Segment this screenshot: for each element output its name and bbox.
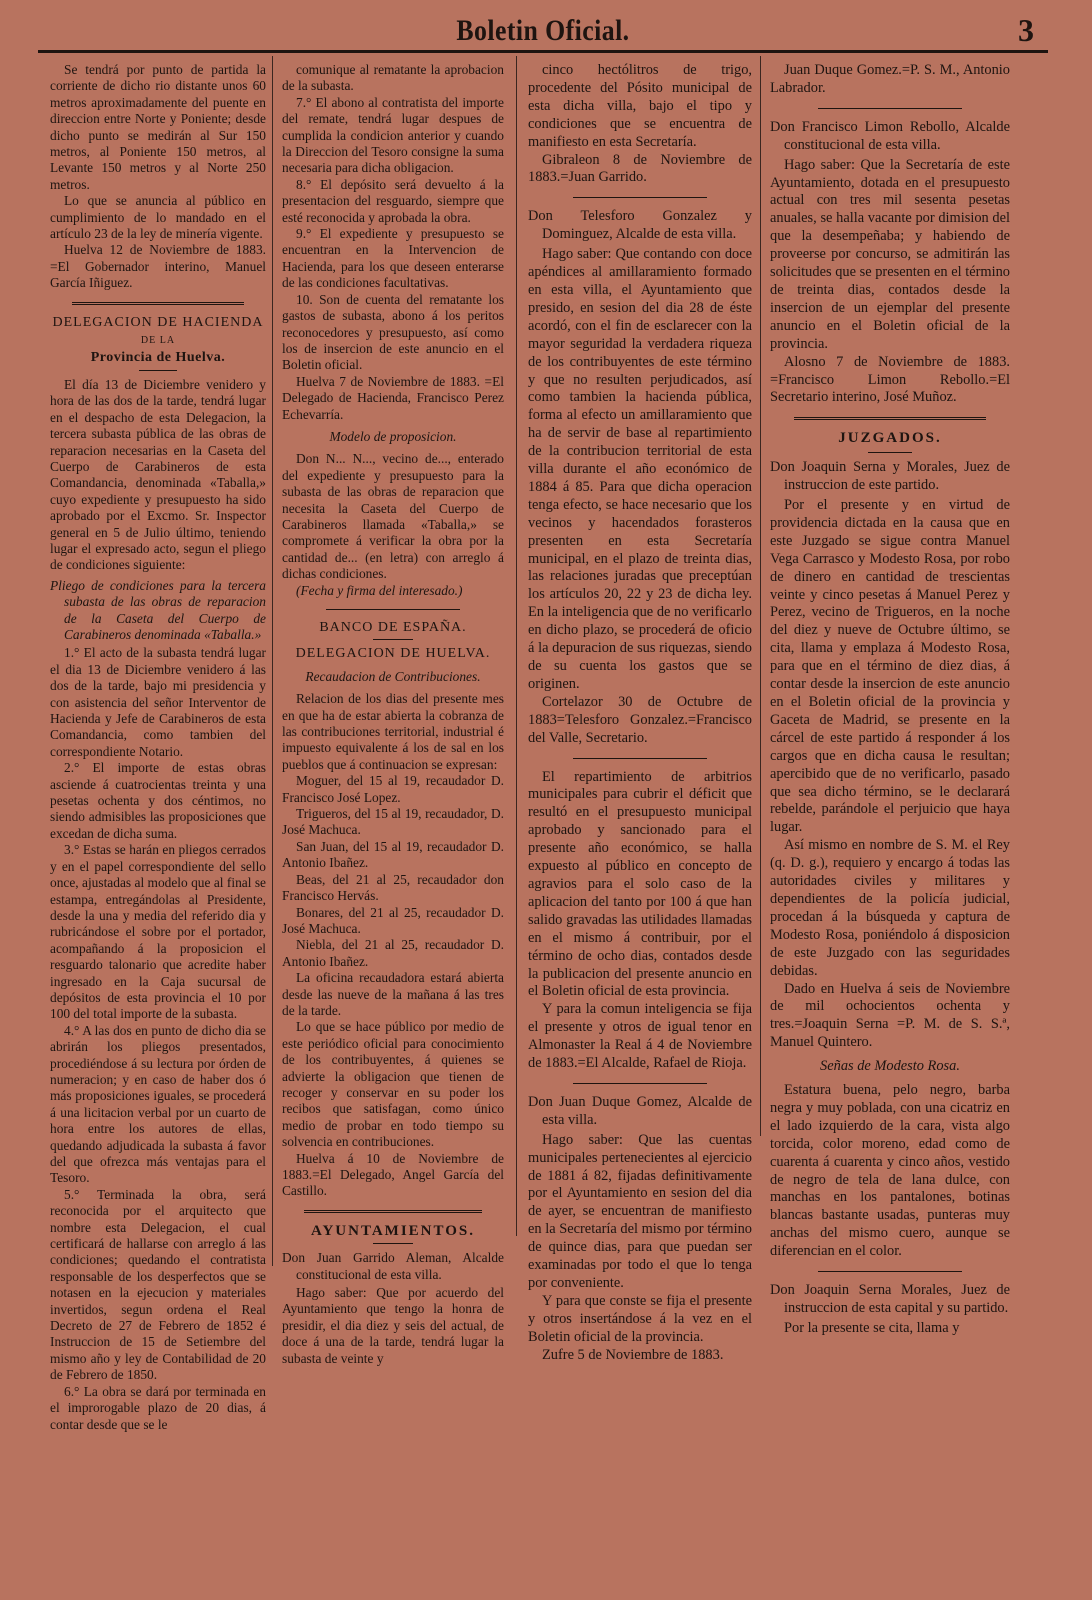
paragraph: El día 13 de Diciembre venidero y hora de las dos de la tarde, tendrá lugar en el despacho de esta Delegacion, la tercera subasta pública de las obras de reparacion necesarias en la Caseta del Cuerpo de Carabineros de esta Comandancia, denominada «Taballa,» cuyo expediente y presupuesto ha sido aprobado por el Excmo. Sr. Inspector general en 5 de Julio último, teniendo lugar el expresado acto, segun el pliego de condiciones siguiente: <box>50 376 266 573</box>
section-rule <box>304 1210 482 1213</box>
section-rule <box>818 1271 962 1272</box>
column-divider <box>760 56 761 1136</box>
section-heading: BANCO DE ESPAÑA. <box>319 620 467 635</box>
signature: Juan Duque Gomez.=P. S. M., Antonio Labrador. <box>770 62 1010 96</box>
condition: 9.° El expediente y presupuesto se encuentran en la Intervencion de Hacienda, para los que deseen enterarse de las condiciones facultativas. <box>282 226 504 291</box>
section-rule <box>818 108 962 109</box>
condition: 5.° Terminada la obra, será reconocida por el arquitecto que nombre esta Delegacion, el cual certificará de hallarse con arreglo á las condiciones; quedando el contratista responsable de los desperfectos que se notasen en la ejecucion y materiales invertidos, segun ordena el Real Decreto de 27 de Febrero de 1852 é Instruccion de 15 de Setiembre del mismo año y ley de Contabilidad de 20 de Febrero de 1850. <box>50 1186 266 1383</box>
pliego-title: Pliego de condiciones para la tercera subasta de las obras de reparacion de la Caseta del Cuerpo de Carabineros denominada «Taballa.» <box>50 577 266 642</box>
paragraph: Y para que conste se fija el presente y otros insertándose á la vez en el Boletin oficial de la provincia. <box>528 1292 752 1345</box>
list-item: San Juan, del 15 al 19, recaudador D. Antonio Ibañez. <box>282 838 504 871</box>
signature: Huelva á 10 de Noviembre de 1883.=El Delegado, Angel García del Castillo. <box>282 1150 504 1199</box>
notice-header: Don Telesforo Gonzalez y Dominguez, Alcalde de esta villa. <box>528 208 752 243</box>
short-rule <box>373 639 413 640</box>
paragraph: La oficina recaudadora estará abierta desde las nueve de la mañana á las tres de la tarde. <box>282 970 504 1018</box>
paragraph: El repartimiento de arbitrios municipales para cubrir el déficit que resultó en el presupuesto municipal aprobado y sancionado para el presente año económico, se halla expuesto al público en concepto de agravios para el solo caso de la aplicacion del tanto por 100 á que han salido gravadas las utilidades llamadas en el mismo á contribuir, por el término de ocho dias, contados desde la publicacion del presente anuncio en el Boletin oficial de esta provincia. <box>528 768 752 1000</box>
column-2 <box>282 62 504 1367</box>
signature-note: (Fecha y firma del interesado.) <box>296 582 463 598</box>
section-subheading: DE LA <box>140 335 176 347</box>
page-number: 3 <box>1018 12 1034 48</box>
short-rule <box>139 370 178 371</box>
condition: 2.° El importe de estas obras asciende á cuatrocientas treinta y una pesetas ochenta y dos céntimos, no siendo admisibles las proposiciones que excedan de dicha suma. <box>50 760 266 841</box>
list-item: Bonares, del 21 al 25, recaudador D. José Machuca. <box>282 904 504 936</box>
paragraph: Relacion de los dias del presente mes en que ha de estar abierta la cobranza de las contribuciones territorial, industrial é impuesto equivalente á los de sal en los pueblos que á continuacion se expresan: <box>282 691 504 772</box>
subsection-heading: Señas de Modesto Rosa. <box>820 1058 960 1075</box>
paragraph: Y para la comun inteligencia se fija el presente y otros de igual tenor en Almonaster la Real á 4 de Noviembre de 1883.=El Alcalde, Rafael de Rioja. <box>528 1001 752 1072</box>
paragraph: Se tendrá por punto de partida la corriente de dicho rio distante unos 60 metros aproximadamente del puente en direccion entre Norte y Poniente; desde dicho punto se medirán al Sur 150 metros, al Poniente 150 metros, al Levante 150 metros y al Norte 250 metros. <box>50 62 266 192</box>
column-3 <box>528 62 752 1365</box>
notice-header: Don Joaquin Serna Morales, Juez de instruccion de esta capital y su partido. <box>770 1282 1010 1316</box>
section-rule <box>573 758 707 759</box>
condition: 10. Son de cuenta del rematante los gastos de subasta, abono á los peritos reconocedores y presupuesto, así como los de insercion de este anuncio en el Boletin oficial. <box>282 291 504 373</box>
condition: 7.° El abono al contratista del importe del remate, tendrá lugar despues de cumplida la condicion anterior y cuando la Direccion del Tesoro consigne la suma necesaria para dicha obligacion. <box>282 94 504 176</box>
paragraph: comunique al rematante la aprobacion de la subasta. <box>282 62 504 94</box>
list-item: Trigueros, del 15 al 19, recaudador, D. José Machuca. <box>282 806 504 838</box>
section-subtitle: Recaudacion de Contribuciones. <box>305 668 481 684</box>
section-rule <box>573 1083 707 1084</box>
signature: Zufre 5 de Noviembre de 1883. <box>542 1346 724 1363</box>
signature: Cortelazor 30 de Octubre de 1883=Telesforo Gonzalez.=Francisco del Valle, Secretario. <box>528 693 752 746</box>
notice-header: Don Francisco Limon Rebollo, Alcalde constitucional de esta villa. <box>770 118 1010 153</box>
newspaper-title: Boletin Oficial. <box>456 14 630 47</box>
section-rule <box>573 197 707 198</box>
paragraph: Hago saber: Que contando con doce apéndices al amillaramiento formado en esta villa, el Ayuntamiento que presido, en sesion del dia 28 de éste acordó, con el fin de esclarecer con la mayor seguridad la verdadera riqueza de los contribuyentes de este término y que no resulten perjudicados, así como tambien la hacienda pública, forma al efecto un amillaramiento que ha de servir de base al repartimiento de la contribucion territorial de esta villa durante el año económico de 1884 á 85. Para que dicha operacion tenga efecto, se hace necesario que los vecinos y hacendados forasteros presenten en esta Secretaría municipal, en el plazo de treinta dias, las relaciones juradas que preceptúan los artículos 20, 22 y 23 de dicha ley. En la inteligencia que de no verificarlo en dicho plazo, se procederá de oficio á la depuracion de sus riquezas, siendo de su cuenta los gastos que se originen. <box>528 246 752 692</box>
paragraph: Lo que se hace público por medio de este periódico oficial para conocimiento de los contribuyentes, á quienes se advierte la obligacion que tienen de recoger y conservar en su poder los recibos que satisfagan, como único medio de probar en todo tiempo su solvencia en contribuciones. <box>282 1019 504 1150</box>
paragraph: Hago saber: Que las cuentas municipales pertenecientes al ejercicio de 1881 á 82, fijadas definitivamente por el Ayuntamiento en sesion del dia de ayer, se encuentran de manifiesto en la Secretaría del mismo por término de quince dias, para que puedan ser examinadas por todo el que lo tenga por conveniente. <box>528 1131 752 1291</box>
section-rule <box>72 302 245 305</box>
paragraph: cinco hectólitros de trigo, procedente del Pósito municipal de esta dicha villa, bajo el tipo y condiciones que se encuentra de manifiesto en esta Secretaría. <box>528 62 752 150</box>
signature: Huelva 7 de Noviembre de 1883. =El Delegado de Hacienda, Francisco Perez Echevarría. <box>282 373 504 422</box>
signature: Huelva 12 de Noviembre de 1883. =El Gobernador interino, Manuel García Iñiguez. <box>50 242 266 291</box>
column-divider <box>272 56 273 1266</box>
section-heading: AYUNTAMIENTOS. <box>310 1222 475 1239</box>
condition: 3.° Estas se harán en pliegos cerrados y en el papel correspondiente del sello once, ajustadas al modelo que al final se estampa, entregándolas al Presidente, desde la una y media del referido dia y rubricándose el sobre por el portador, acompañando á la proposicion el resguardo talonario que acredite haber ingresado en la Caja sucursal de depósitos de esta provincia el 10 por 100 del total importe de la subasta. <box>50 842 266 1022</box>
paragraph: Estatura buena, pelo negro, barba negra y muy poblada, con una cicatriz en el lado izquierdo de la cara, vista algo torcida, color moreno, edad como de cuarenta á cuarenta y cinco años, vestido de negro de tela de lana dulce, con manchas en los pantalones, botinas blancas bastante usadas, punteras muy anchas del mismo cuero, aunque se diferencian en el color. <box>770 1082 1010 1260</box>
section-rule <box>794 417 986 420</box>
header-rule <box>38 50 1048 53</box>
signature: Alosno 7 de Noviembre de 1883. =Francisco Limon Rebollo.=El Secretario interino, José Muñoz. <box>770 353 1010 406</box>
section-heading: DELEGACION DE HACIENDA <box>52 314 264 330</box>
paragraph: Lo que se anuncia al público en cumplimiento de lo mandado en el artículo 23 de la ley de minería vigente. <box>50 193 266 242</box>
section-rule <box>326 609 459 610</box>
paragraph: Hago saber: Que la Secretaría de este Ayuntamiento, dotada en el presupuesto actual con tres mil sesenta pesetas anuales, se halla vacante por dimision del que la desempeñaba; y habiendo de proveerse por concurso, se admitirán las solicitudes que se presenten en el término de treinta dias, contados desde la insercion de un ejemplar del presente anuncio en el Boletin oficial de la provincia. <box>770 156 1010 352</box>
section-province: Provincia de Huelva. <box>90 349 226 365</box>
paragraph: Por el presente y en virtud de providencia dictada en la causa que en este Juzgado se sigue contra Manuel Vega Carrasco y Modesto Rosa, por robo de dinero en cantidad de trescientas veinte y cinco pesetas á Manuel Perez y Perez, vecino de Trigueros, en la noche del diez y nueve de Octubre último, se cita, llama y emplaza á Modesto Rosa, para que en el término de diez dias, á contar desde la insercion de este anuncio en el Boletin oficial de la provincia y Gaceta de Madrid, se presente en la cárcel de este partido á responder á los cargos que en dicha causa le resultan; apercibido que de no verificarlo, pasado que sea dicho término, se le declarará rebelde, parándole el perjuicio que haya lugar. <box>770 497 1010 836</box>
condition: 1.° El acto de la subasta tendrá lugar el dia 13 de Diciembre venidero á las dos de la tarde, bajo mi presidencia y con asistencia del señor Interventor de Hacienda y Jefe de Carabineros de esta Comandancia, como tambien del correspondiente Notario. <box>50 645 266 759</box>
short-rule <box>373 1243 413 1244</box>
column-1 <box>50 62 266 1433</box>
model-heading: Modelo de proposicion. <box>329 428 457 444</box>
paragraph: Hago saber: Que por acuerdo del Ayuntamiento que tengo la honra de presidir, el dia diez y seis del actual, de doce á una de la tarde, tendrá lugar la subasta de veinte y <box>282 1285 504 1366</box>
list-item: Beas, del 21 al 25, recaudador don Francisco Hervás. <box>282 871 504 904</box>
condition: 6.° La obra se dará por terminada en el improrogable plazo de 20 dias, á contar desde que se le <box>50 1383 266 1432</box>
short-rule <box>868 452 911 453</box>
signature: Dado en Huelva á seis de Noviembre de mil ochocientos ochenta y tres.=Joaquin Serna =P. M. de S. S.ª, Manuel Quintero. <box>770 980 1010 1051</box>
notice-header: Don Juan Garrido Aleman, Alcalde constitucional de esta villa. <box>282 1250 504 1282</box>
paragraph: Por la presente se cita, llama y <box>784 1319 960 1336</box>
paragraph: Así mismo en nombre de S. M. el Rey (q. D. g.), requiero y encargo á todas las autoridades civiles y militares y dependientes de la policía judicial, procedan á la búsqueda y captura de Modesto Rosa, poniéndolo á disposicion de este Juzgado con las seguridades debidas. <box>770 837 1010 979</box>
column-4 <box>770 62 1010 1338</box>
page-header <box>38 8 1048 50</box>
paragraph: Don N... N..., vecino de..., enterado del expediente y presupuesto para la subasta de las obras de reparacion que necesita la Caseta del Cuerpo de Carabineros llamada «Taballa,» se compromete á verificar la obra por la cantidad de... (en letra) con arreglo á dichas condiciones. <box>282 451 504 582</box>
list-item: Moguer, del 15 al 19, recaudador D. Francisco José Lopez. <box>282 773 504 805</box>
column-divider <box>516 56 517 1236</box>
condition: 4.° A las dos en punto de dicho dia se abrirán los pliegos presentados, procediéndose á su lectura por órden de numeracion; y en caso de haber dos ó más proposiciones iguales, se procederá á una licitacion verbal por un cuarto de hora entre los autores de ellas, quedando adjudicada la subasta á favor del que ofrezca más ventajas para el Tesoro. <box>50 1022 266 1186</box>
notice-header: Don Juan Duque Gomez, Alcalde de esta villa. <box>528 1093 752 1128</box>
signature: Gibraleon 8 de Noviembre de 1883.=Juan Garrido. <box>528 151 752 186</box>
section-heading: JUZGADOS. <box>838 430 942 447</box>
condition: 8.° El depósito será devuelto á la presentacion del resguardo, siempre que esté reconocida y aprobada la obra. <box>282 176 504 225</box>
section-subheading: DELEGACION DE HUELVA. <box>295 646 491 662</box>
notice-header: Don Joaquin Serna y Morales, Juez de instruccion de este partido. <box>770 459 1010 494</box>
list-item: Niebla, del 21 al 25, recaudador D. Antonio Ibañez. <box>282 937 504 969</box>
